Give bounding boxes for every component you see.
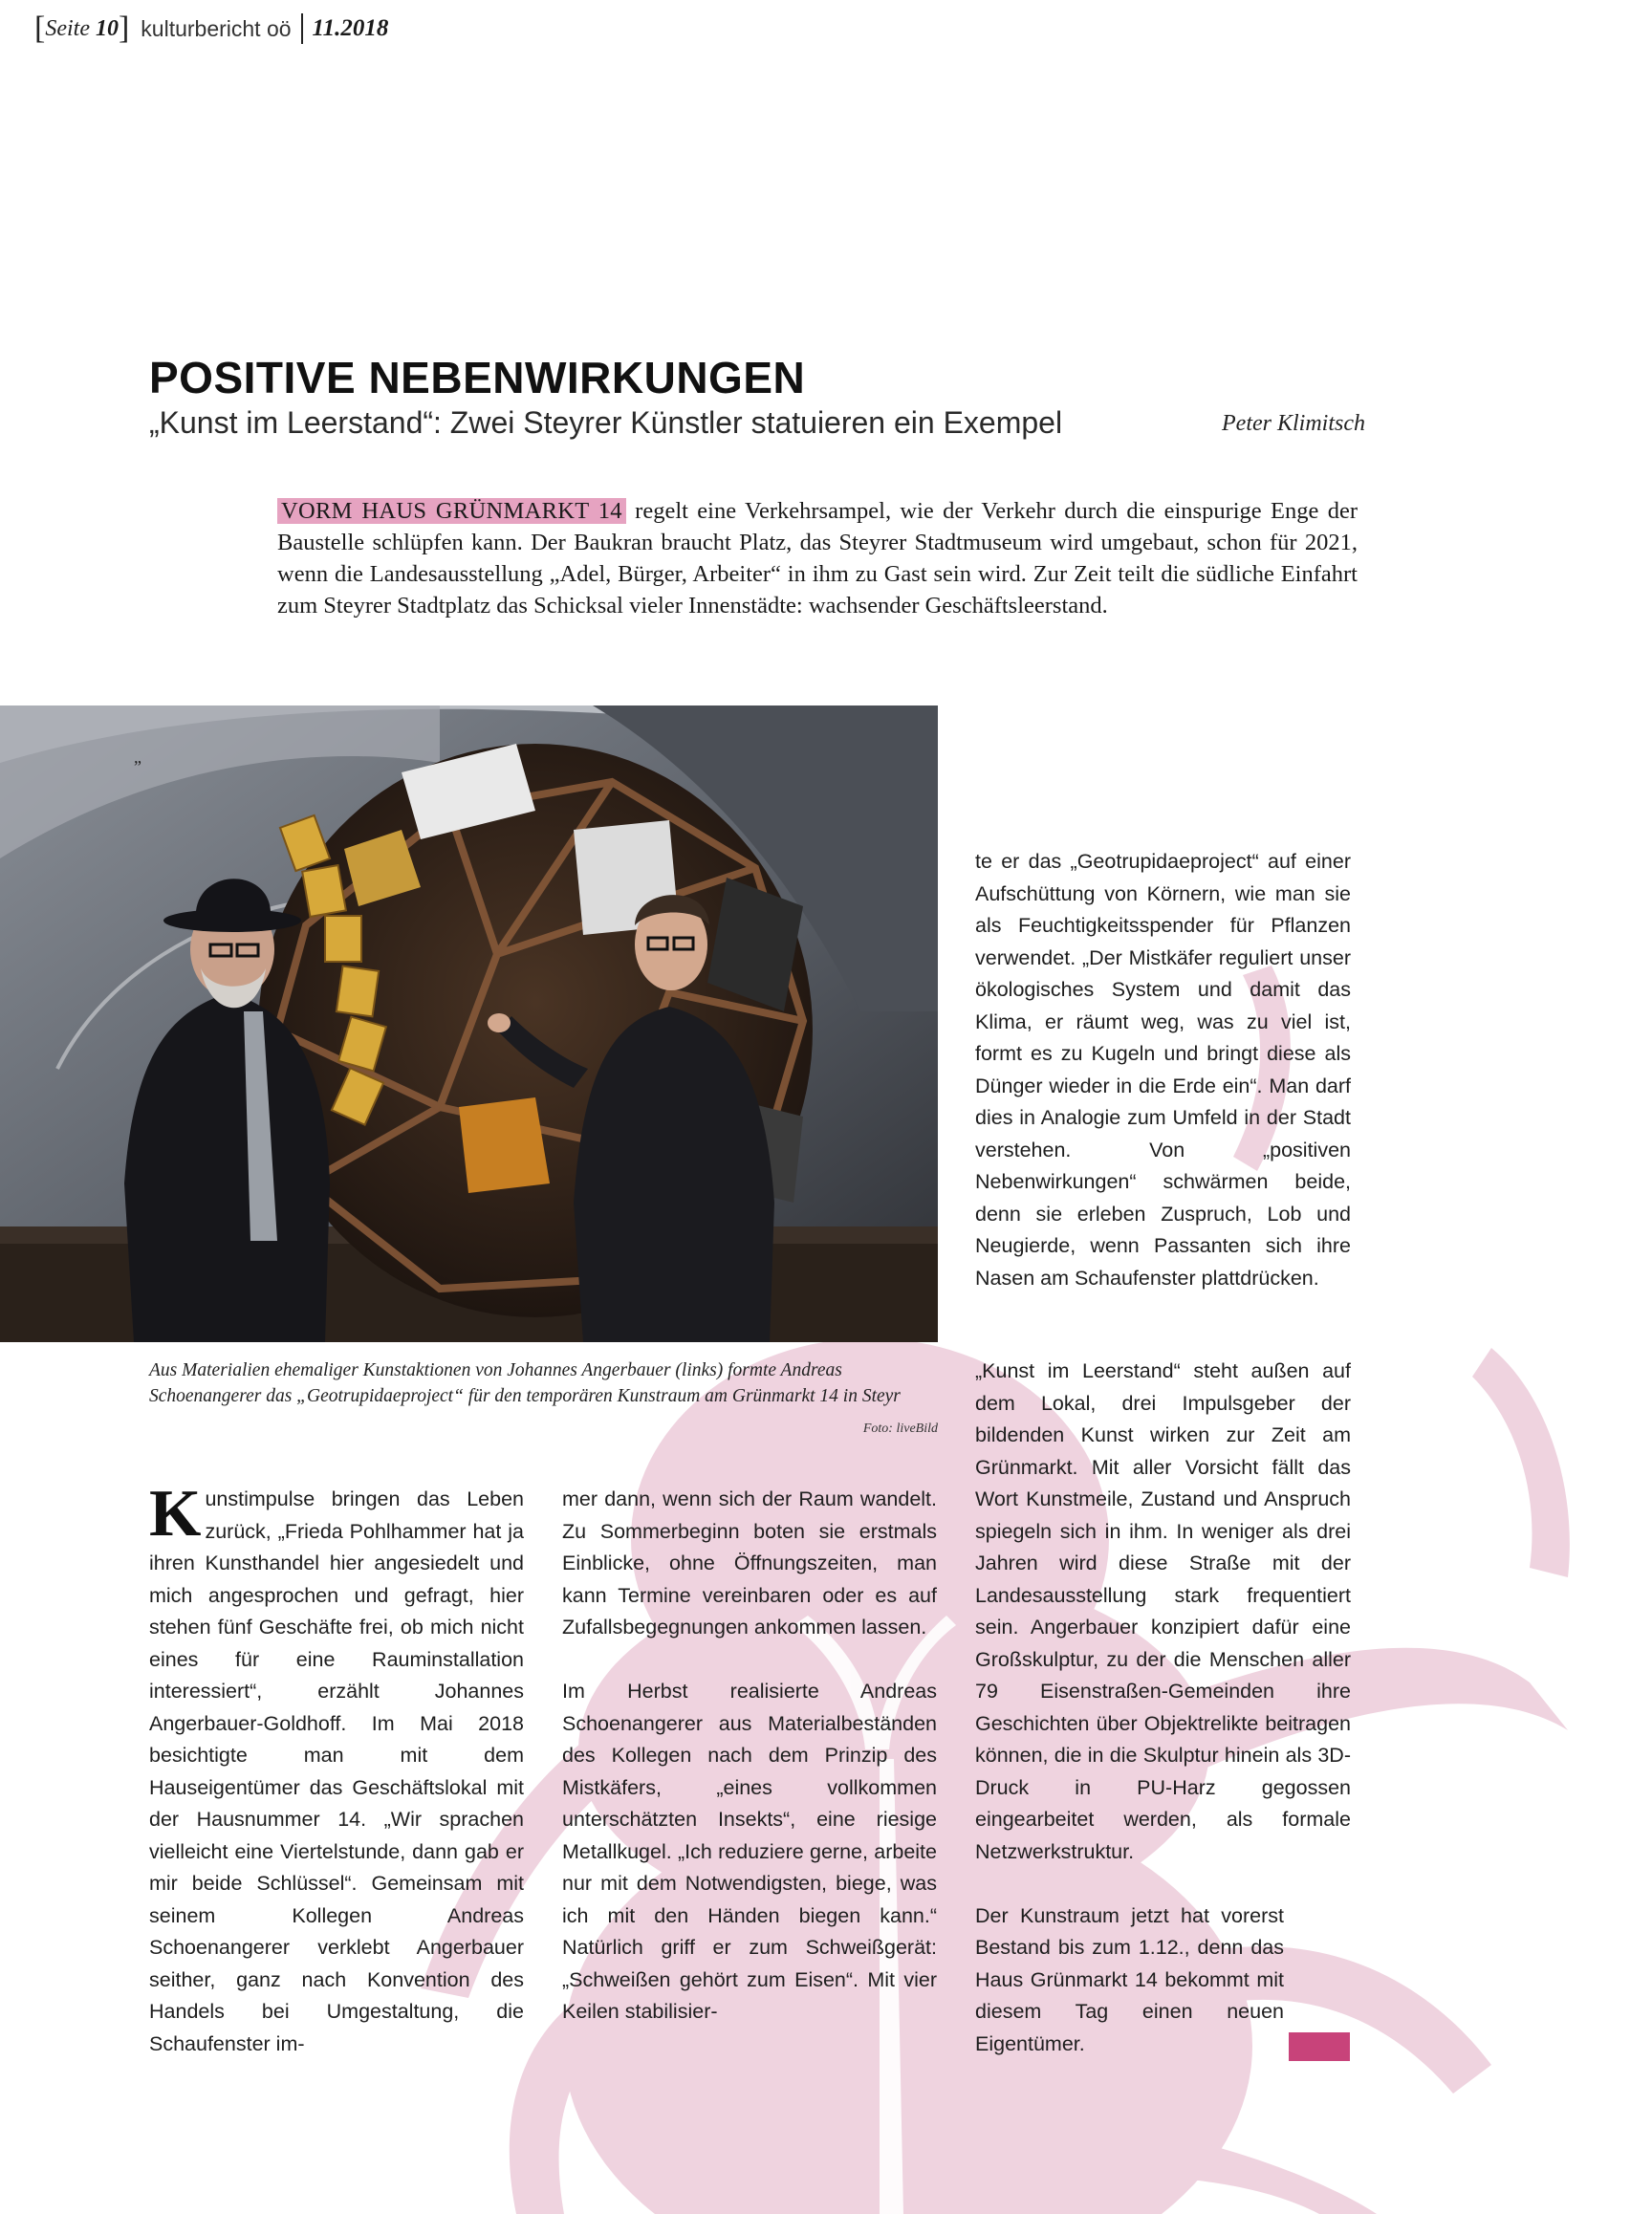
article-headline: POSITIVE NEBENWIRKUNGEN bbox=[149, 353, 806, 402]
article-photo bbox=[0, 705, 938, 1342]
body-column-1 bbox=[149, 1477, 524, 2060]
photo-artwork bbox=[0, 705, 938, 1342]
bracket-open: [ bbox=[34, 11, 46, 46]
drop-cap: K bbox=[149, 1477, 202, 1551]
body-paragraph: „Kunst im Leerstand“ steht außen auf dem Lokal, drei Impulsgeber der bildenden Kunst wirken zur Zeit am Grünmarkt. Mit aller Vorsicht fällt das Wort Kunstmeile, Zustand und Anspruch spiegeln sich in ihm. In weniger als drei Jahren wird diese Straße mit der Landesausstellung stark frequentiert sein. Angerbauer konzipiert dafür eine Großskulptur, zu der die Menschen aller 79 Eisenstraßen-Gemeinden ihre Geschichten über Objektrelikte beitragen können, die in die Skulptur hinein als 3D-Druck in PU-Harz gegossen eingearbeitet werden, als formale Netzwerkstruktur. bbox=[975, 1359, 1351, 1863]
bracket-close: ] bbox=[118, 11, 130, 46]
article-subheadline: „Kunst im Leerstand“: Zwei Steyrer Künstler statuieren ein Exempel bbox=[149, 405, 1063, 440]
magazine-name: kulturbericht oö bbox=[141, 15, 292, 41]
body-paragraph: Im Herbst realisierte Andreas Schoenangerer aus Materialbeständen des Kollegen nach dem Prinzip des Mistkäfers, „eines vollkommen unterschätzten Insekts“, eine riesige Metallkugel. „Ich reduziere gerne, arbeite nur mit dem Notwendigsten, biege, was ich mit den Händen biegen kann.“ Natürlich griff er zum Schweißgerät: „Schweißen gehört zum Eisen“. Mit vier Keilen stabilisier- bbox=[562, 1680, 937, 2023]
page-number: 10 bbox=[95, 15, 119, 41]
body-paragraph bbox=[149, 1477, 524, 2060]
lead-text: regelt eine Verkehrsampel, wie der Verkehr durch die einspurige Enge der Baustelle schlüpfen kann. Der Baukran braucht Platz, das Steyrer Stadtmuseum wird umgebaut, schon für 2021, wenn die Landesausstellung „Adel, Bürger, Arbeiter“ in ihm zu Gast sein wird. Zur Zeit teilt die südliche Einfahrt zum Steyrer Stadtplatz das Schicksal vieler Innenstädte: wachsender Geschäftsleerstand. bbox=[277, 498, 1358, 619]
body-paragraph: mer dann, wenn sich der Raum wandelt. Zu Sommerbeginn boten sie erstmals Einblicke, ohne Öffnungszeiten, man kann Termine vereinbaren oder es auf Zufallsbegegnungen ankommen lassen. bbox=[562, 1487, 937, 1639]
article-author: Peter Klimitsch bbox=[1222, 411, 1365, 436]
body-paragraph: te er das „Geotrupidaeproject“ auf einer Aufschüttung von Körnern, wie man sie als Feuchtigkeitsspender für Pflanzen verwendet. „Der Mistkäfer reguliert unser ökologisches System und damit das Klima, er räumt weg, was zu viel ist, formt es zu Kugeln und bringt diese als Dünger wieder in die Erde ein“. Man darf dies in Analogie zum Umfeld in der Stadt verstehen. Von „positiven Nebenwirkungen“ schwärmen beide, denn sie erleben Zuspruch, Lob und Neugierde, wenn Passanten sich ihre Nasen am Schaufenster plattdrücken. bbox=[975, 850, 1351, 1290]
issue-date: 11.2018 bbox=[312, 15, 389, 41]
body-paragraph: Der Kunstraum jetzt hat vorerst Bestand bis zum 1.12., denn das Haus Grünmarkt 14 bekommt mit diesem Tag einen neuen Eigentümer. bbox=[975, 1903, 1284, 2055]
body-column-3-lower bbox=[975, 1356, 1351, 2060]
body-column-2 bbox=[562, 1484, 937, 2029]
article-end-mark bbox=[1289, 2032, 1350, 2061]
running-header bbox=[34, 10, 388, 48]
page-label: Seite bbox=[45, 15, 90, 41]
body-column-3-upper bbox=[975, 846, 1351, 1294]
header-divider bbox=[301, 13, 303, 44]
photo-caption: Aus Materialien ehemaliger Kunstaktionen von Johannes Angerbauer (links) formte Andreas Schoenangerer das „Geotrupidaeproject“ für den temporären Kunstraum am Grünmarkt 14 in Steyr bbox=[149, 1360, 901, 1406]
lead-highlight: VORM HAUS GRÜNMARKT 14 bbox=[277, 498, 626, 524]
paragraph-text: unstimpulse bringen das Leben zurück, „Frieda Pohlhammer hat ja ihren Kunsthandel hier angesiedelt und mich angesprochen und gefragt, hier stehen fünf Geschäfte frei, ob mich nicht eines für eine Rauminstallation interessiert“, erzählt Johannes Angerbauer-Goldhoff. Im Mai 2018 besichtigte man mit dem Hauseigentümer das Geschäftslokal mit der Hausnummer 14. „Wir sprachen vielleicht eine Viertelstunde, dann gab er mir beide Schlüssel“. Gemeinsam mit seinem Kollegen Andreas Schoenangerer verklebt Angerbauer seither, ganz nach Konvention des Handels bei Umgestaltung, die Schaufenster im- bbox=[149, 1487, 524, 2055]
lead-paragraph bbox=[277, 495, 1358, 621]
photo-stray-mark: ” bbox=[134, 757, 141, 776]
photo-credit: Foto: liveBild bbox=[862, 1422, 938, 1436]
